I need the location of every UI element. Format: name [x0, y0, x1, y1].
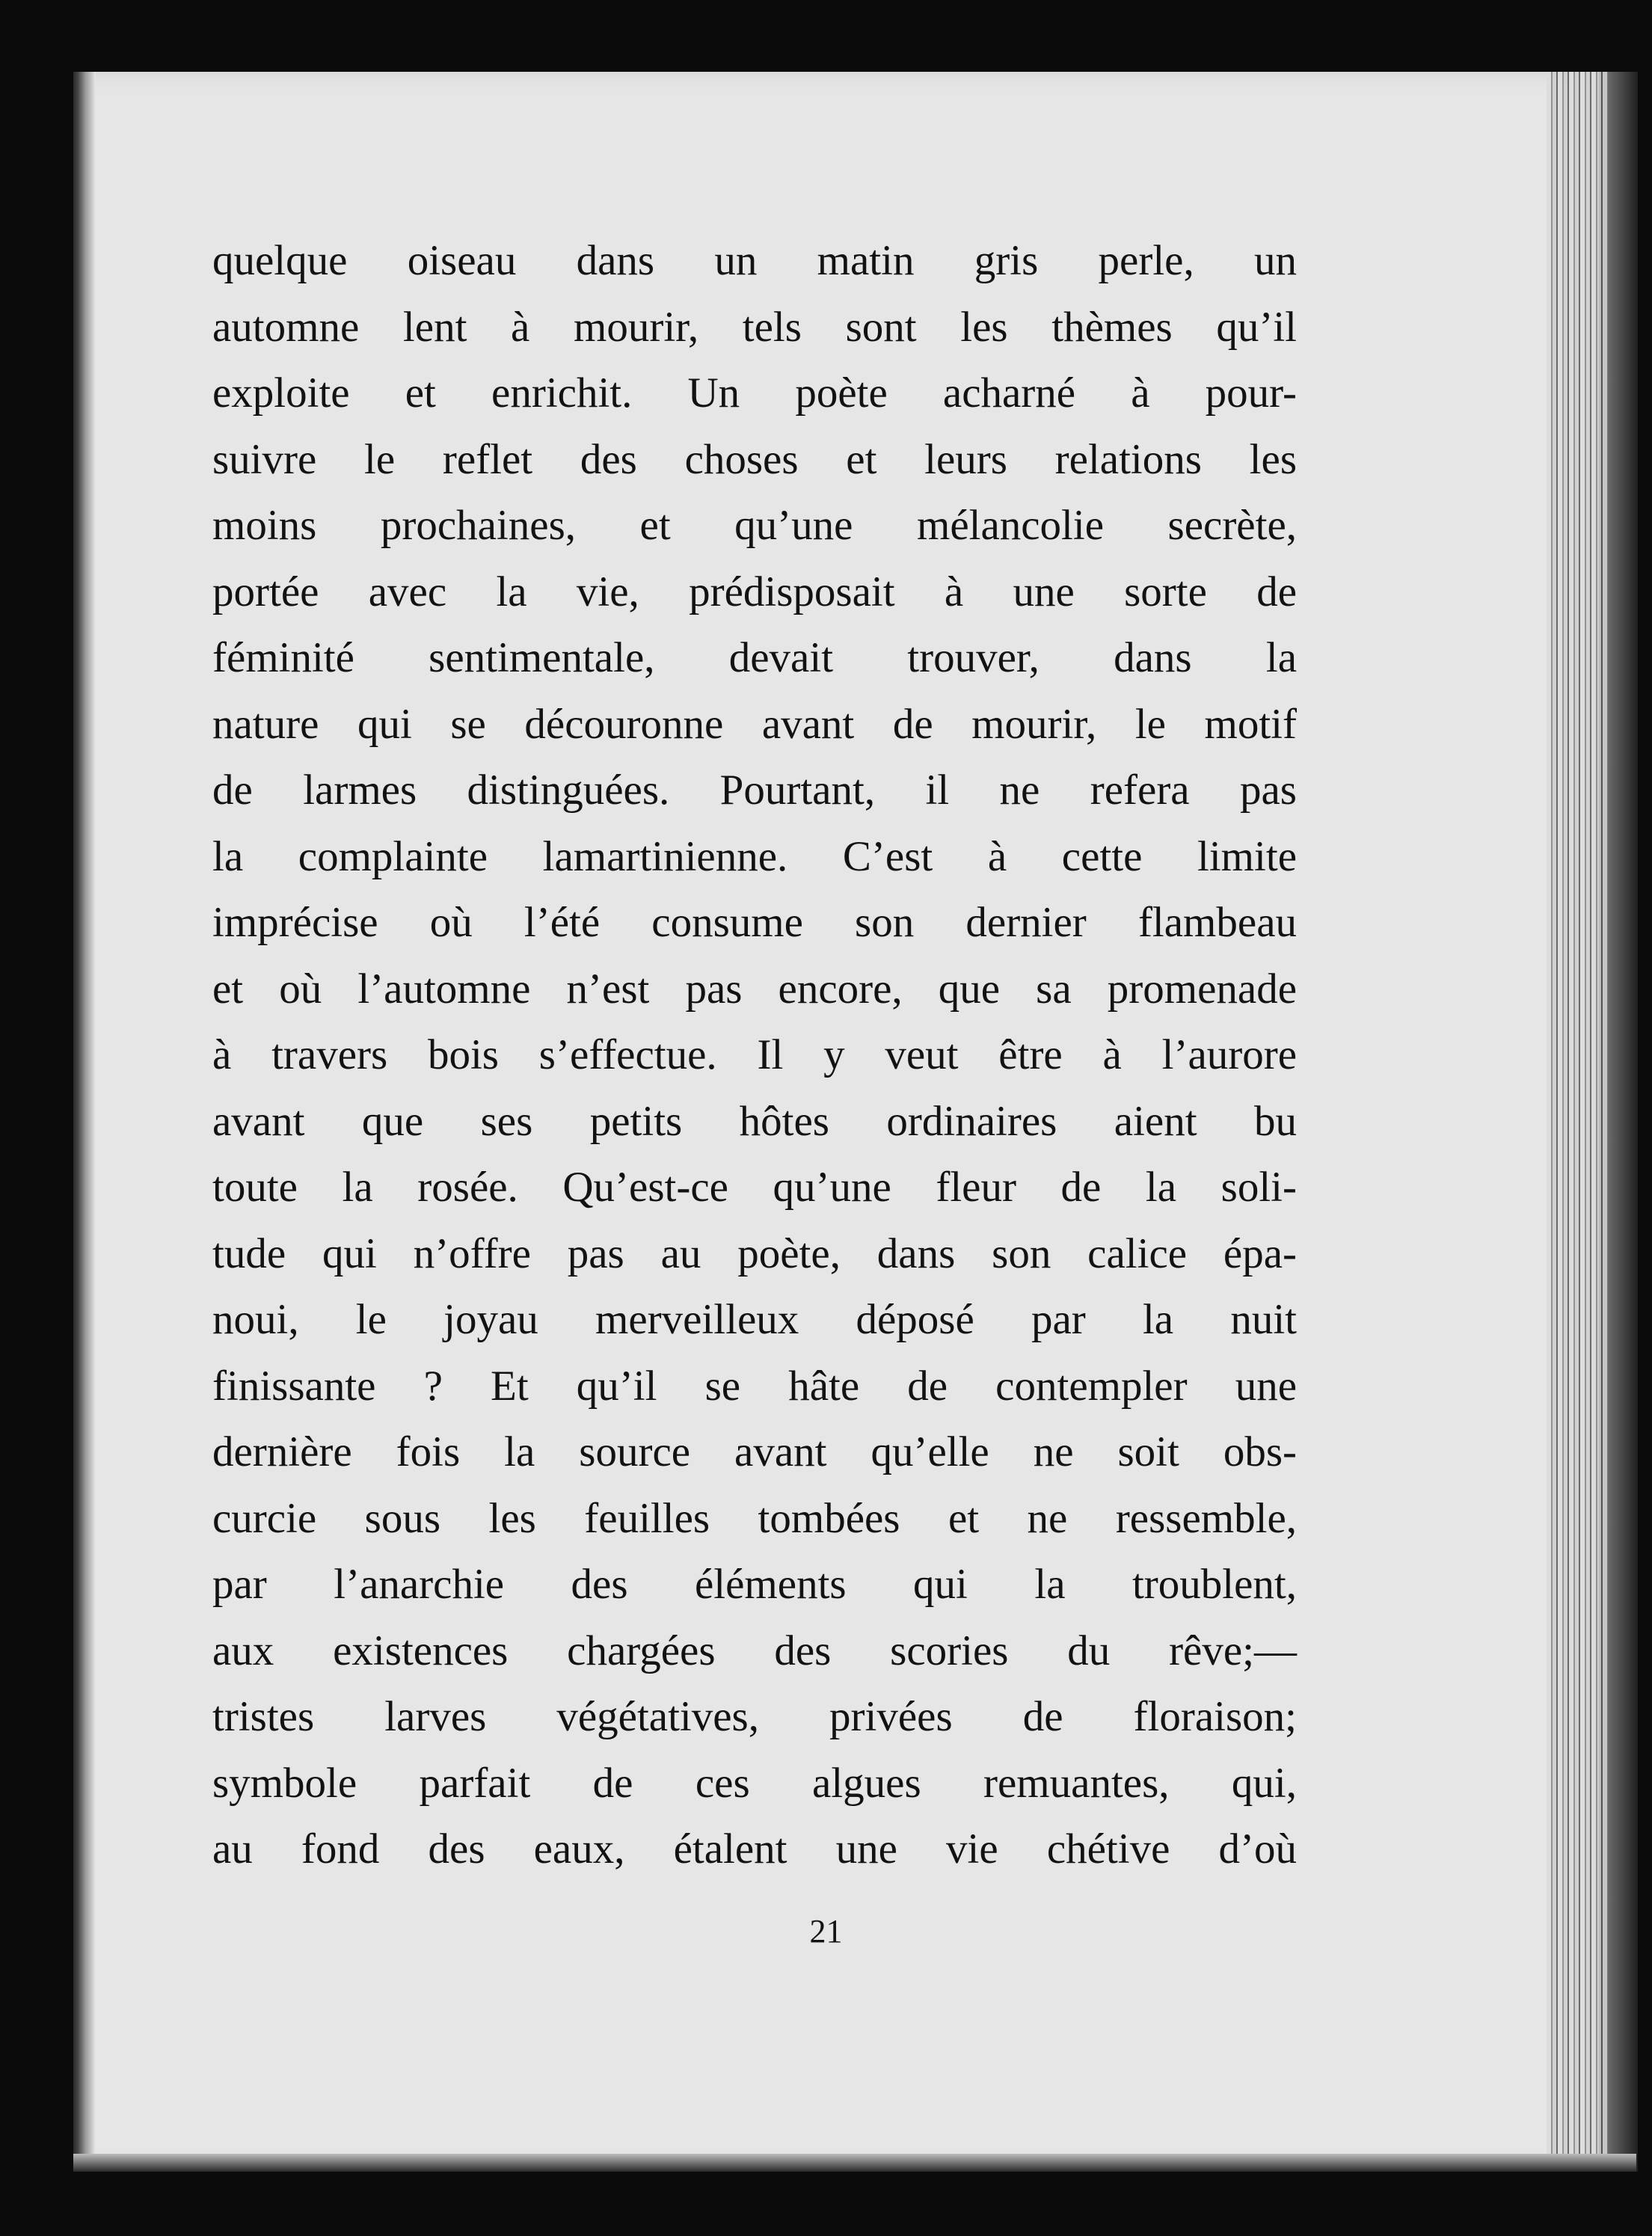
book-edge-shadow — [1608, 72, 1638, 2172]
text-line: au fond des eaux, étalent une vie chétive d’où — [212, 1825, 1297, 1873]
text-line: imprécise où l’été consume son dernier flambeau — [212, 899, 1297, 946]
text-line: toute la rosée. Qu’est-ce qu’une fleur de la soli- — [212, 1164, 1297, 1211]
text-line: avant que ses petits hôtes ordinaires aient bu — [212, 1097, 1297, 1145]
text-line: tristes larves végétatives, privées de floraison; — [212, 1693, 1297, 1740]
text-line: exploite et enrichit. Un poète acharné à pour- — [212, 369, 1297, 417]
book-gutter — [73, 72, 96, 2172]
text-line: dernière fois la source avant qu’elle ne soit obs- — [212, 1428, 1297, 1475]
text-line: noui, le joyau merveilleux déposé par la nuit — [212, 1296, 1297, 1343]
page-bottom-edge — [73, 2154, 1636, 2172]
text-line: automne lent à mourir, tels sont les thèmes qu’il — [212, 303, 1297, 351]
text-line: curcie sous les feuilles tombées et ne ressemble, — [212, 1494, 1297, 1542]
text-line: et où l’automne n’est pas encore, que sa promenade — [212, 965, 1297, 1013]
text-line: tude qui n’offre pas au poète, dans son calice épa- — [212, 1229, 1297, 1277]
text-line: moins prochaines, et qu’une mélancolie secrète, — [212, 502, 1297, 549]
text-line: suivre le reflet des choses et leurs relations les — [212, 435, 1297, 483]
text-line: à travers bois s’effectue. Il y veut être à l’aurore — [212, 1031, 1297, 1078]
text-line: féminité sentimentale, devait trouver, dans la — [212, 634, 1297, 681]
text-line: aux existences chargées des scories du rêve;— — [212, 1627, 1297, 1674]
text-line: finissante ? Et qu’il se hâte de contempler une — [212, 1362, 1297, 1410]
text-line: de larmes distinguées. Pourtant, il ne refera pas — [212, 767, 1297, 814]
page-number: 21 — [809, 1913, 843, 1950]
text-line: nature qui se découronne avant de mourir, le motif — [212, 700, 1297, 748]
text-line: symbole parfait de ces algues remuantes, qui, — [212, 1759, 1297, 1807]
text-line: quelque oiseau dans un matin gris perle, un — [212, 237, 1297, 284]
text-line: portée avec la vie, prédisposait à une sorte de — [212, 568, 1297, 615]
text-line: par l’anarchie des éléments qui la troublent, — [212, 1561, 1297, 1608]
body-text — [212, 228, 1297, 1883]
text-line: la complainte lamartinienne. C’est à cette limite — [212, 832, 1297, 880]
